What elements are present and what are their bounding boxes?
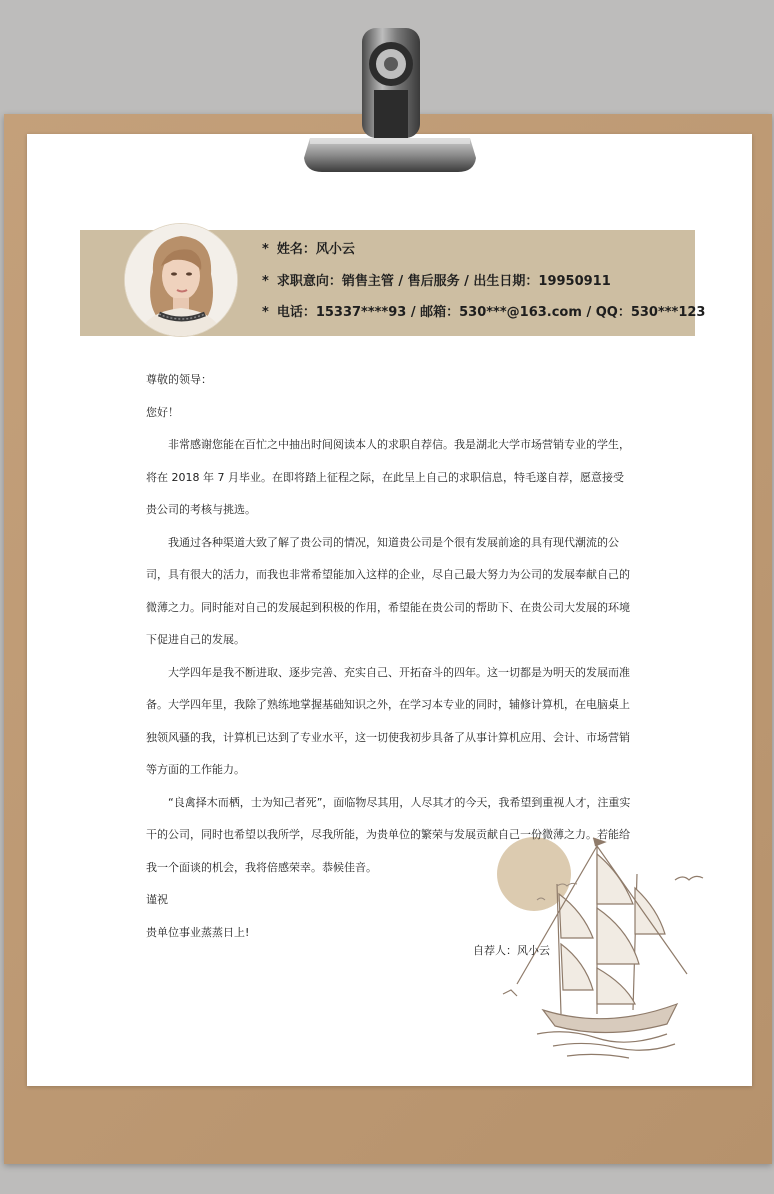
letter-wish: 贵单位事业蒸蒸日上! <box>146 925 250 939</box>
letter-salutation: 尊敬的领导： <box>146 373 212 386</box>
letter-paragraph-3: 大学四年是我不断进取、逐步完善、充实自己、开拓奋斗的四年。这一切都是为明天的发展而准备。大学四年里，我除了熟练地掌握基础知识之外，在学习本专业的同时，辅修计算机，在电脑桌上独领风骚的我，计算机已达到了专业水平，这一切使我初步具备了从事计算机应用、会计、市场营销等方面的工作能力。 <box>146 665 630 776</box>
intent-line <box>262 270 611 289</box>
name-text: 姓名：风小云 <box>276 242 355 257</box>
letter-signature: 自荐人：风小云 <box>473 944 550 957</box>
bullet-star: * <box>262 274 269 289</box>
binder-clip <box>298 20 482 180</box>
avatar <box>125 224 237 336</box>
letter-paragraph-4: “良禽择木而栖，士为知己者死”，面临物尽其用，人尽其才的今天，我希望到重视人才，注重实干的公司，同时也希望以我所学，尽我所能，为贵单位的繁荣与发展贡献自己一份微薄之力。若能给我一个面谈的机会，我将倍感荣幸。恭候佳音。 <box>146 795 631 874</box>
contact-line <box>262 301 705 320</box>
bullet-star: * <box>262 305 269 320</box>
name-line <box>262 238 355 257</box>
letter-paragraph-2: 我通过各种渠道大致了解了贵公司的情况，知道贵公司是个很有发展前途的具有现代潮流的公司，具有很大的活力，而我也非常希望能加入这样的企业，尽自己最大努力为公司的发展奉献自己的微薄之力。同时能对自己的发展起到积极的作用，希望能在贵公司的帮助下、在贵公司大发展的环境下促进自己的发展。 <box>146 535 630 646</box>
bullet-star: * <box>262 242 269 257</box>
intent-text: 求职意向：销售主管 / 售后服务 / 出生日期：19950911 <box>276 274 611 289</box>
letter-paragraph-1: 非常感谢您能在百忙之中抽出时间阅读本人的求职自荐信。我是湖北大学市场营销专业的学生，将在 2018 年 7 月毕业。在即将踏上征程之际，在此呈上自己的求职信息，特毛遂自荐，愿意接受贵公司的考核与挑选。 <box>146 438 630 516</box>
contact-text: 电话：15337****93 / 邮箱：530***@163.com / QQ：530***123 <box>276 305 706 320</box>
avatar-photo <box>125 224 237 336</box>
cover-letter <box>146 364 631 949</box>
letter-closing: 谨祝 <box>146 893 168 906</box>
resume-paper <box>27 134 752 1086</box>
letter-greeting: 您好！ <box>146 405 179 419</box>
